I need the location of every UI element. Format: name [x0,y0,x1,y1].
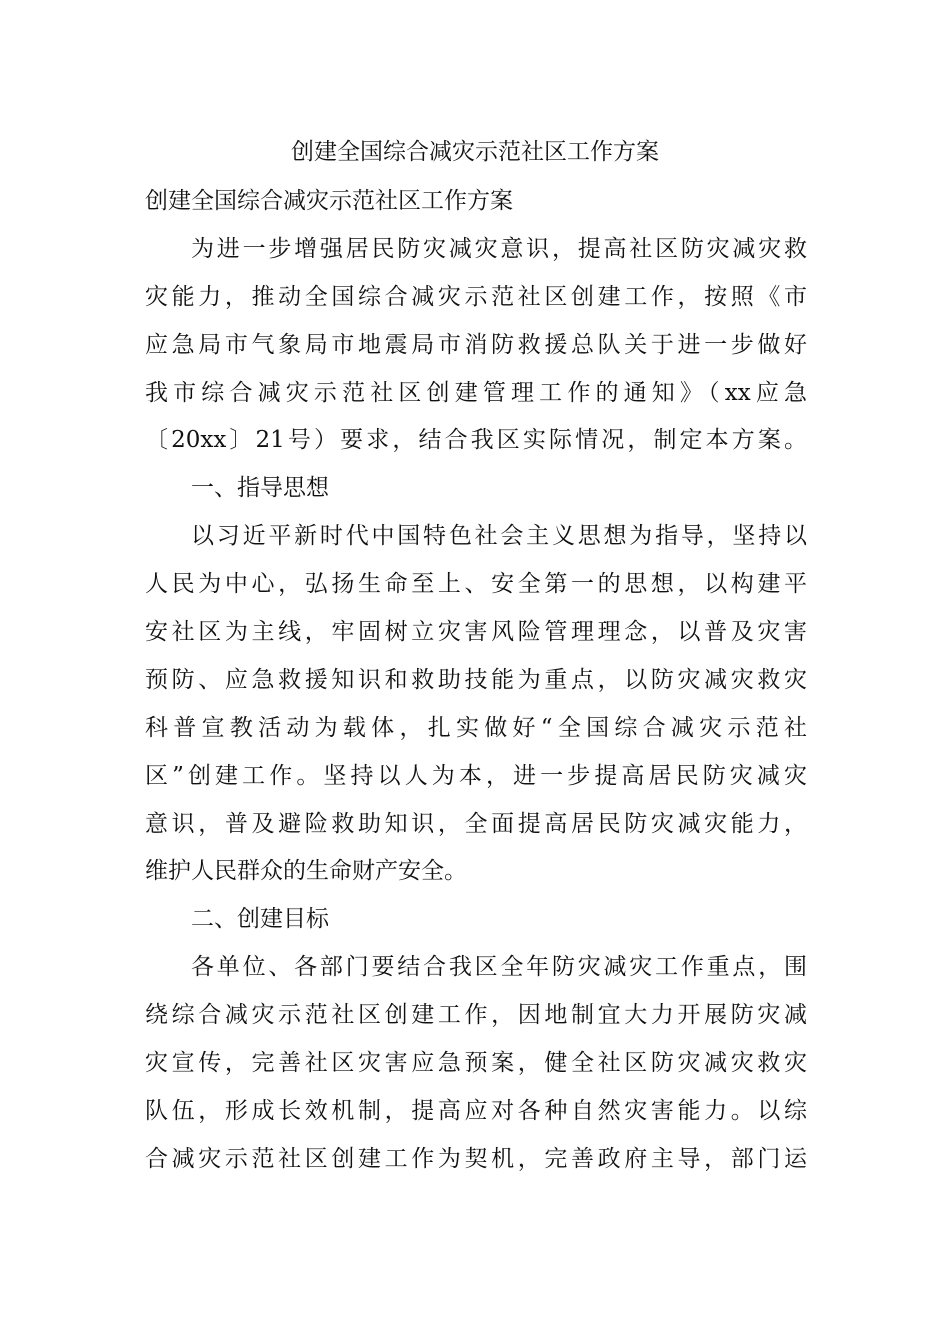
text-line: 一、指导思想 [191,475,329,502]
document-title: 创建全国综合减灾示范社区工作方案 [291,139,659,165]
text-line: 以习近平新时代中国特色社会主义思想为指导，坚持以 [191,523,807,550]
text-line: 创建全国综合减灾示范社区工作方案 [145,188,513,214]
text-line: 维护人民群众的生命财产安全。 [145,858,467,885]
text-line: 应急局市气象局市地震局市消防救援总队关于进一步做好 [145,331,807,358]
text-line: 〔20xx〕21号）要求，结合我区实际情况，制定本方案。 [145,427,807,454]
text-line: 区”创建工作。坚持以人为本，进一步提高居民防灾减灾 [145,762,807,789]
document-body [145,181,807,1187]
text-line: 二、创建目标 [191,906,329,933]
text-line: 人民为中心，弘扬生命至上、安全第一的思想，以构建平 [145,571,807,598]
text-line: 我市综合减灾示范社区创建管理工作的通知》（xx应急 [145,379,807,406]
text-line: 安社区为主线，牢固树立灾害风险管理理念，以普及灾害 [145,619,807,646]
text-line: 意识，普及避险救助知识，全面提高居民防灾减灾能力， [145,810,807,837]
text-line: 合减灾示范社区创建工作为契机，完善政府主导，部门运 [145,1145,807,1172]
text-line: 各单位、各部门要结合我区全年防灾减灾工作重点，围 [191,954,807,981]
text-line: 为进一步增强居民防灾减灾意识，提高社区防灾减灾救 [191,235,807,262]
text-line: 绕综合减灾示范社区创建工作，因地制宜大力开展防灾减 [145,1002,807,1029]
text-line: 队伍，形成长效机制，提高应对各种自然灾害能力。以综 [145,1097,807,1124]
text-line: 灾能力，推动全国综合减灾示范社区创建工作，按照《市 [145,283,807,310]
text-line: 灾宣传，完善社区灾害应急预案，健全社区防灾减灾救灾 [145,1050,807,1077]
text-line: 科普宣教活动为载体，扎实做好“全国综合减灾示范社 [145,714,807,741]
text-line: 预防、应急救援知识和救助技能为重点，以防灾减灾救灾 [145,666,807,693]
